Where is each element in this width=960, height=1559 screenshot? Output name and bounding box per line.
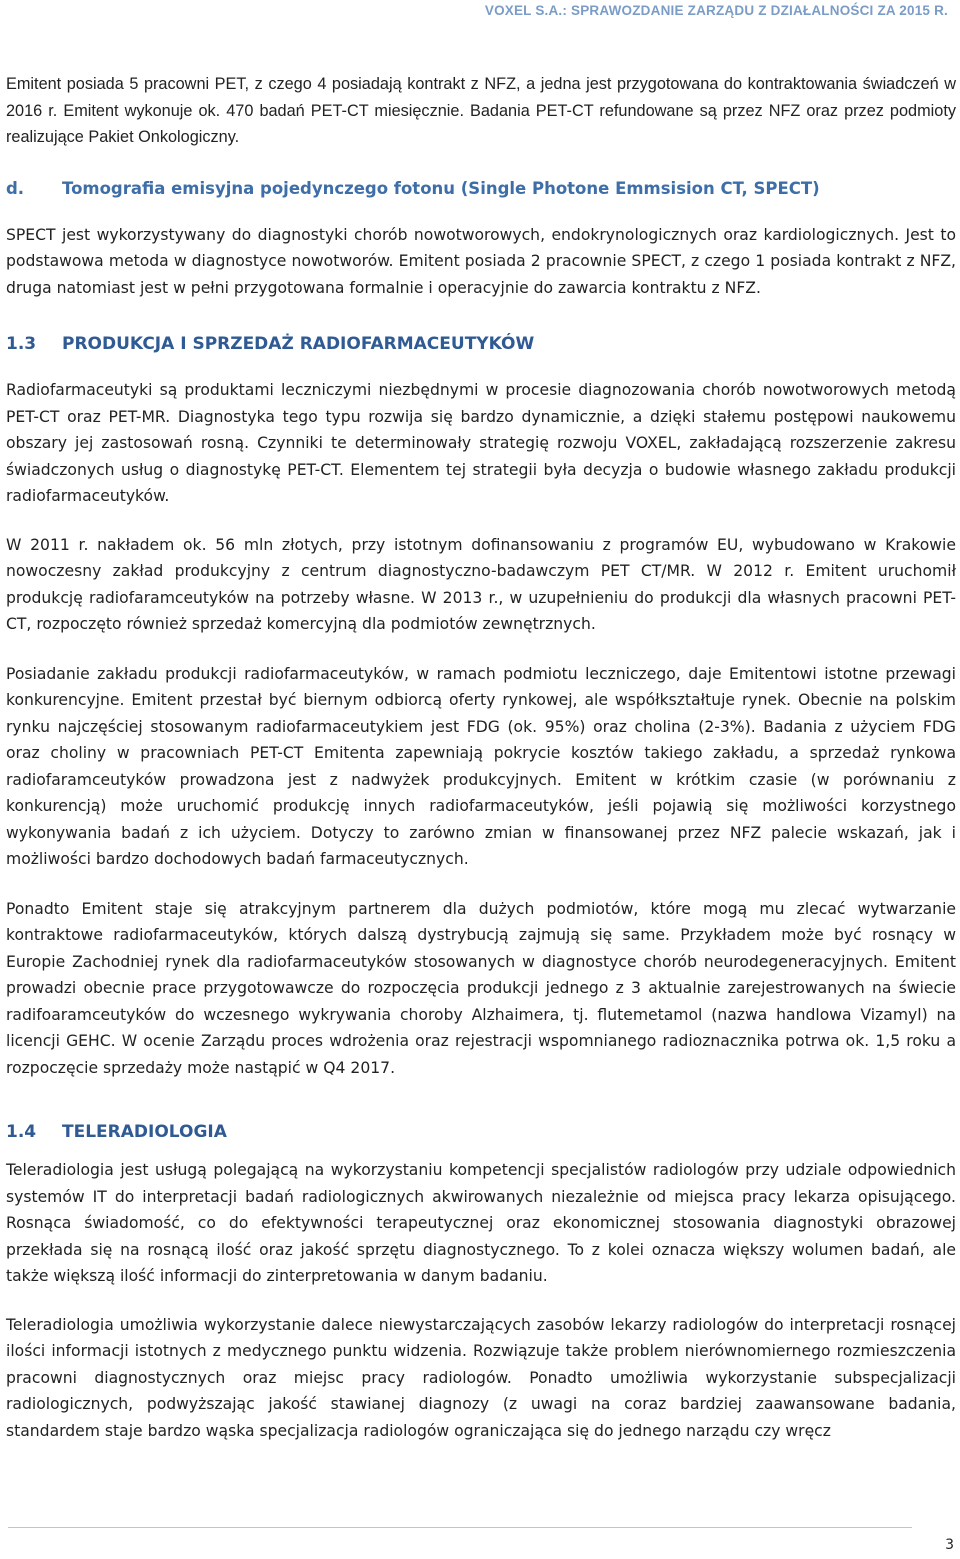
section-1-3-paragraph-4: Ponadto Emitent staje się atrakcyjnym partnerem dla dużych podmiotów, które mogą mu zlecać wytwarzanie kontraktowe radiofarmaceutyków, których dalszą dystrybucją zajmują się same. Przykładem może być rosnący w Europie Zachodniej rynek dla radiofarmaceutyków stosowanych w diagnostyce chorób neurodegeneracyjnych. Emitent prowadzi obecnie prace przygotowawcze do rozpoczęcia produkcji jednego z 3 aktualnie zarejestrowanych na świecie radifoaramceutyków do wczesnego wykrywania choroby Alzhaimera, tj. flutemetamol (nazwa handlowa Vizamyl) na licencji GEHC. W ocenie Zarządu proces wdrożenia oraz rejestracji wspomnianego radioznacznika potrwa ok. 1,5 roku a rozpoczęcie sprzedaży może nastąpić w Q4 2017. [6, 899, 956, 1077]
section-1-4-heading [6, 1122, 956, 1142]
section-1-4-title: TELERADIOLOGIA [62, 1122, 227, 1142]
running-header: VOXEL S.A.: SPRAWOZDANIE ZARZĄDU Z DZIAŁALNOŚCI ZA 2015 R. [484, 3, 948, 18]
subsection-d-heading [6, 179, 956, 198]
subsection-d-title: Tomografia emisyjna pojedynczego fotonu (Single Photone Emmsision CT, SPECT) [62, 178, 820, 198]
subsection-d-paragraph: SPECT jest wykorzystywany do diagnostyki chorób nowotworowych, endokrynologicznych oraz kardiologicznych. Jest to podstawowa metoda w diagnostyce nowotworów. Emitent posiada 2 pracownie SPECT, z czego 1 posiada kontrakt z NFZ, druga natomiast jest w pełni przygotowana formalnie i operacyjnie do zawarcia kontraktu z NFZ. [6, 225, 956, 297]
section-1-3-number: 1.3 [6, 334, 37, 354]
section-1-3-heading [6, 334, 956, 354]
subsection-d-label: d. [6, 178, 25, 198]
footer-rule [8, 1527, 912, 1528]
section-1-4-paragraph-2: Teleradiologia umożliwia wykorzystanie dalece niewystarczających zasobów lekarzy radiologów do interpretacji rosnącej ilości informacji istotnych z medycznego punktu widzenia. Rozwiązuje także problem nierównomiernego rozmieszczenia pracowni diagnostycznych oraz miejsc pracy radiologów. Ponadto umożliwia wykorzystanie subspecjalizacji radiologicznych, podwyższając jakość stawianej diagnozy (z uwagi na coraz bardziej zaawansowane badania, standardem staje bardzo wąska specjalizacja radiologów ograniczająca się do jednego narządu czy wręcz [6, 1315, 956, 1440]
page-content [6, 0, 956, 1444]
intro-paragraph: Emitent posiada 5 pracowni PET, z czego 4 posiadają kontrakt z NFZ, a jedna jest przygotowana do kontraktowania świadczeń w 2016 r. Emitent wykonuje ok. 470 badań PET-CT miesięcznie. Badania PET-CT refundowane są przez NFZ oraz przez podmioty realizujące Pakiet Onkologiczny. [6, 75, 956, 146]
section-1-3-paragraph-1: Radiofarmaceutyki są produktami leczniczymi niezbędnymi w procesie diagnozowania chorób nowotworowych metodą PET-CT oraz PET-MR. Diagnostyka tego typu rozwija się bardzo dynamicznie, a dzięki stałemu postępowi naukowemu obszary jej zastosowań rosną. Czynniki te determinowały strategię rozwoju VOXEL, zakładającą rozszerzenie zakresu świadczonych usług o diagnostykę PET-CT. Elementem tej strategii była decyzja o budowie własnego zakładu produkcji radiofarmaceutyków. [6, 381, 956, 505]
section-1-3-title: PRODUKCJA I SPRZEDAŻ RADIOFARMACEUTYKÓW [62, 334, 535, 354]
section-1-3-paragraph-3: Posiadanie zakładu produkcji radiofarmaceutyków, w ramach podmiotu leczniczego, daje Emitentowi istotne przewagi konkurencyjne. Emitent przestał być biernym odbiorcą oferty rynkowej, ale współkształtuje rynek. Obecnie na polskim rynku najczęściej stosowanym radiofarmaceutykiem jest FDG (ok. 95%) oraz cholina (2-3%). Badania z użyciem FDG oraz choliny w pracowniach PET-CT Emitenta zapewniają pokrycie kosztów takiego zakładu, a sprzedaż rynkowa radiofaramceutyków prowadzona jest z nadwyżek produkcyjnych. Emitent w krótkim czasie (w porównaniu z konkurencją) może uruchomić produkcję innych radiofarmaceutyków, jeśli pojawią się możliwości korzystnego wykonywania badań z ich użyciem. Dotyczy to zarówno zmian w finansowanej przez NFZ palecie wskazań, jak i możliwości bardzo dochodowych badań farmaceutycznych. [6, 664, 956, 868]
section-1-4-paragraph-1: Teleradiologia jest usługą polegającą na wykorzystaniu kompetencji specjalistów radiologów przy udziale odpowiednich systemów IT do interpretacji badań radiologicznych akwirowanych niezależnie od miejsca pracy lekarza opisującego. Rosnąca świadomość, co do efektywności terapeutycznej oraz ekonomicznej stosowania diagnostyki obrazowej przekłada się na rosnącą ilość oraz jakość sprzętu diagnostycznego. To z kolei oznacza większy wolumen badań, ale także większą ilość informacji do zinterpretowania w danym badaniu. [6, 1161, 956, 1285]
section-1-3-paragraph-2: W 2011 r. nakładem ok. 56 mln złotych, przy istotnym dofinansowaniu z programów EU, wybudowano w Krakowie nowoczesny zakład produkcyjny z centrum diagnostyczno-badawczym PET CT/MR. W 2012 r. Emitent uruchomił produkcję radiofaramceutyków na potrzeby własne. W 2013 r., w uzupełnieniu do produkcji dla własnych pracowni PET-CT, rozpoczęto również sprzedaż komercyjną dla podmiotów zewnętrznych. [6, 535, 956, 633]
page-number: 3 [945, 1537, 954, 1553]
section-1-4-number: 1.4 [6, 1122, 37, 1142]
